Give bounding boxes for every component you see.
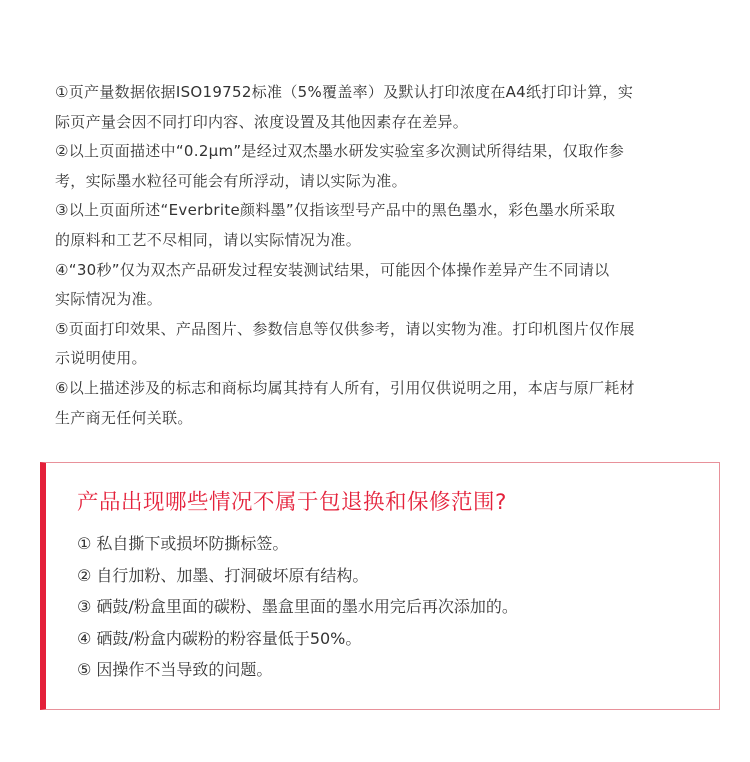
disclaimer-notes — [55, 78, 723, 433]
note-line: ④“30秒”仅为双杰产品研发过程安装测试结果，可能因个体操作差异产生不同请以 — [55, 260, 610, 279]
note-line: ⑤页面打印效果、产品图片、参数信息等仅供参考，请以实物为准。打印机图片仅作展 — [55, 319, 635, 338]
note-line: ①页产量数据依据ISO19752标准（5%覆盖率）及默认打印浓度在A4纸打印计算，实 — [55, 83, 634, 101]
warranty-exclusions-list — [77, 528, 518, 686]
note-line: ②以上页面描述中“0.2μm”是经过双杰墨水研发实验室多次测试所得结果，仅取作参 — [55, 142, 625, 161]
note-line: 的原料和工艺不尽相同，请以实际情况为准。 — [55, 230, 362, 249]
exclusion-item: ④ 硒鼓/粉盒内碳粉的粉容量低于50%。 — [77, 628, 362, 648]
exclusion-item: ⑤ 因操作不当导致的问题。 — [77, 660, 273, 679]
exclusion-item: ② 自行加粉、加墨、打洞破坏原有结构。 — [77, 565, 369, 585]
note-line: ⑥以上描述涉及的标志和商标均属其持有人所有，引用仅供说明之用，本店与原厂耗材 — [55, 378, 635, 397]
exclusion-item: ① 私自撕下或损坏防撕标签。 — [77, 534, 289, 553]
note-line: 考，实际墨水粒径可能会有所浮动，请以实际为准。 — [55, 171, 407, 190]
warranty-exclusions-box — [40, 462, 720, 710]
warranty-exclusions-title: 产品出现哪些情况不属于包退换和保修范围? — [77, 490, 507, 515]
note-line: ③以上页面所述“Everbrite颜料墨”仅指该型号产品中的黑色墨水，彩色墨水所采取 — [55, 201, 616, 220]
exclusion-item: ③ 硒鼓/粉盒里面的碳粉、墨盒里面的墨水用完后再次添加的。 — [77, 597, 518, 616]
note-line: 际页产量会因不同打印内容、浓度设置及其他因素存在差异。 — [55, 112, 469, 131]
note-line: 实际情况为准。 — [55, 290, 163, 309]
note-line: 生产商无任何关联。 — [55, 408, 193, 427]
note-line: 示说明使用。 — [55, 349, 147, 368]
